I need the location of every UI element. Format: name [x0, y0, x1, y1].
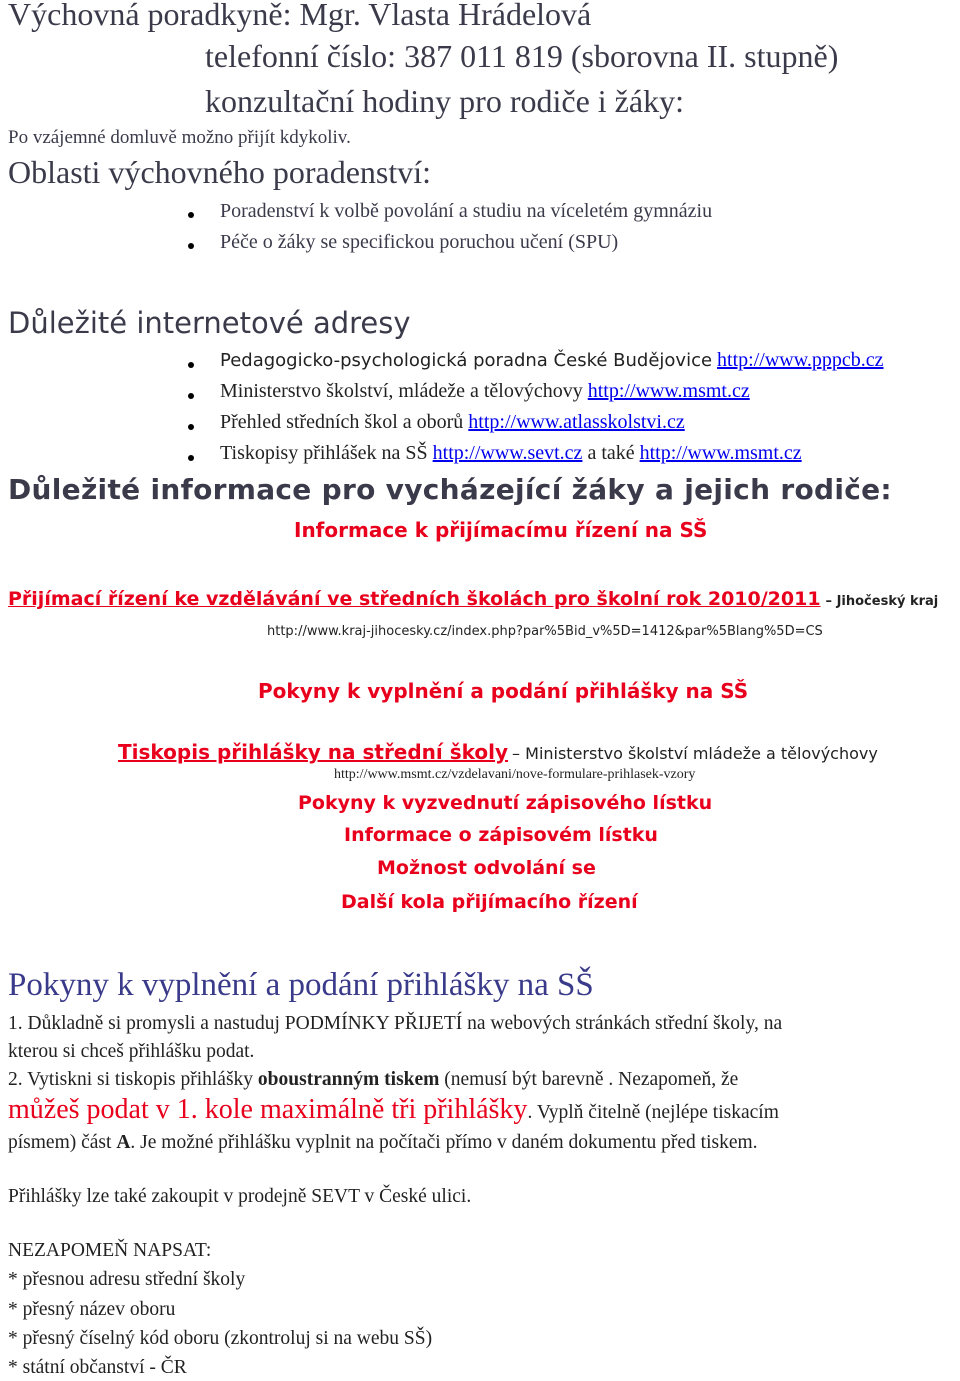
instructions-link[interactable]: Pokyny k vyplnění a podání přihlášky na SŠ — [258, 679, 749, 703]
advisor-name: Výchovná poradkyně: Mgr. Vlasta Hrádelová — [8, 0, 592, 32]
links-title: Důležité internetové adresy — [8, 306, 411, 340]
red-link-next-rounds[interactable]: Další kola přijímacího řízení — [341, 891, 638, 913]
hours-title: konzultační hodiny pro rodiče i žáky: — [205, 83, 684, 119]
area-item: Péče o žáky se specifickou poruchou učení (SPU) — [220, 231, 619, 253]
link-label: Přehled středních škol a oborů — [220, 411, 464, 433]
admission-link[interactable]: Přijímací řízení ke vzdělávání ve středních školách pro školní rok 2010/2011 — [8, 588, 821, 610]
link-row — [220, 380, 750, 403]
form-link[interactable]: Tiskopis přihlášky na střední školy — [118, 740, 509, 764]
instruction-p1-line1: 1. Důkladně si promysli a nastuduj PODMÍNKY PŘIJETÍ na webových stránkách střední školy, na — [8, 1013, 783, 1034]
red-link-enrollment-card[interactable]: Informace o zápisovém lístku — [344, 824, 658, 846]
p2-bold: oboustranným tiskem — [257, 1069, 440, 1090]
p2-highlight: můžeš podat v 1. kole maximálně tři přihlášky — [8, 1094, 528, 1125]
p2-text: . Vyplň čitelně (nejlépe tiskacím — [527, 1102, 779, 1123]
p2-text: . Je možné přihlášku vyplnit na počítači přímo v daném dokumentu před tiskem. — [130, 1132, 758, 1153]
link-row — [220, 411, 685, 434]
bullet-icon — [188, 362, 194, 368]
bullet-icon — [188, 393, 194, 399]
instruction-p2-line3 — [8, 1132, 758, 1154]
link-row — [220, 349, 884, 372]
p2-bold: A — [116, 1132, 131, 1153]
form-row — [118, 740, 878, 764]
link-url[interactable]: http://www.msmt.cz — [587, 380, 750, 402]
remember-item: * přesnou adresu střední školy — [8, 1269, 246, 1290]
instruction-p2-line1 — [8, 1069, 738, 1091]
info-title: Důležité informace pro vycházející žáky a jejich rodiče: — [8, 473, 892, 506]
link-label: Ministerstvo školství, mládeže a tělovýchovy — [220, 380, 583, 402]
red-link-appeal[interactable]: Možnost odvolání se — [377, 857, 596, 879]
instructions-title: Pokyny k vyplnění a podání přihlášky na SŠ — [8, 967, 594, 1003]
p2-text: (nemusí být barevně . Nezapomeň, že — [439, 1069, 739, 1090]
link-label: Pedagogicko-psychologická poradna České Budějovice — [220, 350, 713, 371]
area-item: Poradenství k volbě povolání a studiu na víceletém gymnáziu — [220, 200, 713, 222]
link-extra-label: a také — [587, 442, 635, 464]
areas-title: Oblasti výchovného poradenství: — [8, 154, 432, 190]
bullet-icon — [188, 424, 194, 430]
hours-note: Po vzájemné domluvě možno přijít kdykoliv. — [8, 127, 351, 148]
instruction-p3: Přihlášky lze také zakoupit v prodejně SEVT v České ulici. — [8, 1186, 472, 1207]
instruction-p1-line2: kterou si chceš přihlášku podat. — [8, 1041, 255, 1062]
remember-title: NEZAPOMEŇ NAPSAT: — [8, 1240, 212, 1261]
link-url[interactable]: http://www.pppcb.cz — [717, 349, 884, 371]
admission-row — [8, 588, 938, 611]
bullet-icon — [188, 455, 194, 461]
remember-item: * přesný název oboru — [8, 1299, 176, 1320]
p2-text: 2. Vytiskni si tiskopis přihlášky — [8, 1069, 258, 1090]
admission-region: – Jihočeský kraj — [825, 594, 939, 609]
red-link-pickup[interactable]: Pokyny k vyzvednutí zápisového lístku — [298, 792, 713, 814]
remember-item: * státní občanství - ČR — [8, 1357, 187, 1378]
form-source: – Ministerstvo školství mládeže a tělovýchovy — [512, 744, 878, 763]
link-row — [220, 442, 802, 465]
bullet-icon — [188, 212, 194, 218]
bullet-icon — [188, 243, 194, 249]
link-url[interactable]: http://www.atlasskolstvi.cz — [468, 411, 685, 433]
remember-item: * přesný číselný kód oboru (zkontroluj si na webu SŠ) — [8, 1328, 433, 1349]
p2-text: písmem) část — [8, 1132, 117, 1153]
admission-info-heading: Informace k přijímacímu řízení na SŠ — [294, 518, 708, 542]
link-extra-url[interactable]: http://www.msmt.cz — [639, 442, 802, 464]
phone-number: telefonní číslo: 387 011 819 (sborovna II. stupně) — [205, 38, 839, 74]
instruction-p2-line2 — [8, 1094, 779, 1126]
link-url[interactable]: http://www.sevt.cz — [432, 442, 583, 464]
link-label: Tiskopisy přihlášek na SŠ — [220, 442, 428, 464]
form-url[interactable]: http://www.msmt.cz/vzdelavani/nove-formulare-prihlasek-vzory — [334, 767, 696, 782]
admission-url[interactable]: http://www.kraj-jihocesky.cz/index.php?par%5Bid_v%5D=1412&par%5Blang%5D=CS — [267, 624, 823, 639]
